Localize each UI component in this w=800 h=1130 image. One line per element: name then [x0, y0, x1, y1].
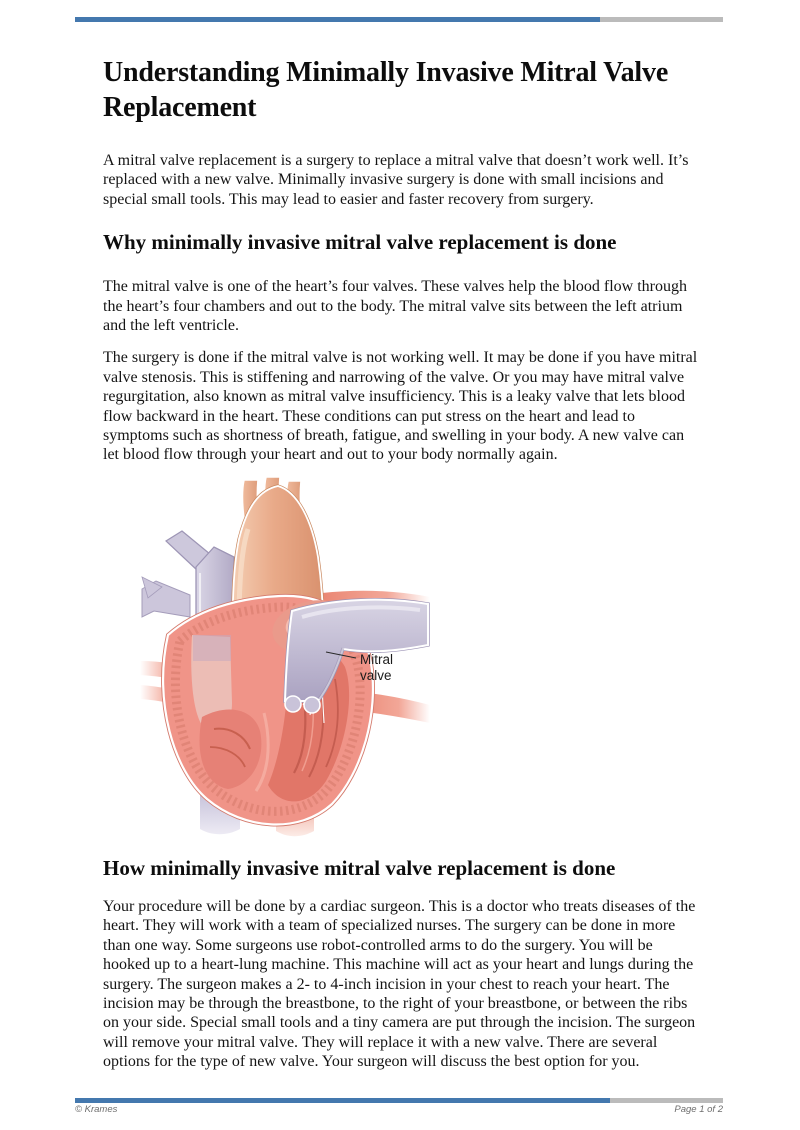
heart-illustration-figure — [140, 477, 430, 839]
footer-accent-bar-gray — [610, 1098, 723, 1103]
footer — [75, 1104, 723, 1115]
figure-label-line2: valve — [360, 667, 392, 683]
figure-label-line1: Mitral — [360, 651, 393, 667]
document-content — [103, 0, 699, 1072]
heart-cross-section-illustration — [140, 477, 430, 839]
footer-accent-bar — [75, 1098, 723, 1103]
section-heading-why: Why minimally invasive mitral valve replacement is done — [103, 230, 617, 255]
brachiocephalic-vessels — [142, 577, 190, 617]
footer-copyright: © Krames — [75, 1104, 118, 1115]
body-paragraph: The mitral valve is one of the heart’s four valves. These valves help the blood flow through the heart’s four chambers and out to the body. The mitral valve sits between the left atrium and the left ventricle. — [103, 278, 687, 335]
intro-paragraph: A mitral valve replacement is a surgery to replace a mitral valve that doesn’t work well. It’s replaced with a new valve. Minimally invasive surgery is done with small incisions and special small tools. This may lead to easier and faster recovery from surgery. — [103, 152, 689, 208]
page-title: Understanding Minimally Invasive Mitral Valve Replacement — [103, 57, 669, 123]
footer-page-number: Page 1 of 2 — [674, 1104, 723, 1115]
body-paragraph: Your procedure will be done by a cardiac surgeon. This is a doctor who treats diseases of the heart. They will work with a team of specialized nurses. The surgery can be done in more than one way. Some surgeons use robot-controlled arms to do the surgery. You will be hooked up to a heart-lung machine. This machine will act as your heart and lungs during the surgery. The surgeon makes a 2- to 4-inch incision in your chest to reach your heart. The incision may be through the breastbone, to the right of your breastbone, or between the ribs on your side. Special small tools and a tiny camera are put through the incision. The surgeon will remove your mitral valve. They will replace it with a new valve. There are several options for the type of new valve. Your surgeon will discuss the best option for you. — [103, 897, 696, 1071]
section-heading-how: How minimally invasive mitral valve replacement is done — [103, 855, 616, 880]
footer-accent-bar-blue — [75, 1098, 610, 1103]
body-paragraph: The surgery is done if the mitral valve is not working well. It may be done if you have mitral valve stenosis. This is stiffening and narrowing of the valve. Or you may have mitral valve regurgitation, also known as mitral valve insufficiency. This is a leaky valve that lets blood flow backward in the heart. These conditions can put stress on the heart and lead to symptoms such as shortness of breath, fatigue, and swelling in your body. A new valve can let blood flow through your heart and out to your body normally again. — [103, 349, 698, 464]
